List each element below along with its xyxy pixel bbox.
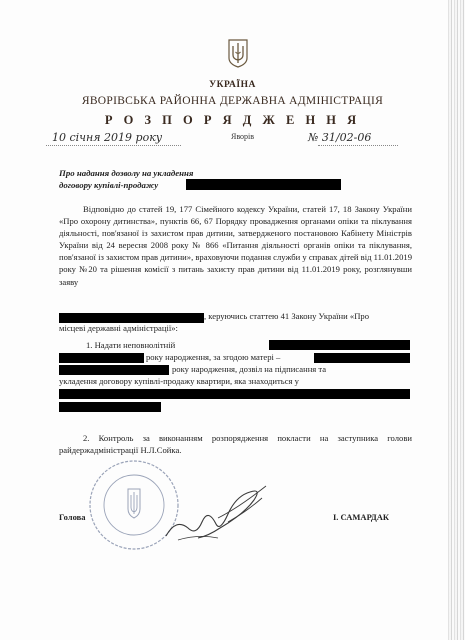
document-date: 10 січня 2019 року [52, 131, 163, 144]
item-1-line-4: укладення договору купівлі-продажу квартири, яка знаходиться у [59, 376, 299, 386]
number-underline [318, 145, 398, 146]
redaction-bar [186, 179, 341, 190]
redaction-bar [59, 313, 204, 323]
handwritten-signature [158, 478, 273, 548]
intro-paragraph-end-2: місцеві державні адміністрації»: [59, 323, 178, 333]
signatory-name: І. САМАРДАК [333, 512, 390, 522]
item-1-line-2: року народження, за згодою матері – [146, 352, 281, 362]
document-number: № 31/02-06 [308, 131, 372, 144]
subject-line-2: договору купівлі-продажу [59, 180, 159, 190]
redaction-bar [59, 402, 161, 412]
document-type-heading: Р О З П О Р Я Д Ж Е Н Н Я [104, 113, 361, 127]
item-1-line-3: року народження, дозвіл на підписання та [172, 364, 327, 374]
redaction-bar [269, 340, 410, 350]
trident-emblem-icon [227, 38, 249, 68]
item-2-paragraph: 2. Контроль за виконанням розпорядження покласти на заступника голови райдержадміністрації Н.Л.Сойка. [59, 433, 412, 456]
redaction-bar [59, 365, 169, 375]
intro-paragraph-end-1: , керуючись статтею 41 Закону України «Про [204, 311, 369, 321]
item-1-line-1: 1. Надати неповнолітній [86, 340, 176, 350]
document-place: Яворів [231, 132, 255, 141]
redaction-bar [59, 353, 144, 363]
subject-line-1: Про надання дозволу на укладення [59, 168, 194, 178]
administration-heading: ЯВОРІВСЬКА РАЙОННА ДЕРЖАВНА АДМІНІСТРАЦІЯ [81, 95, 384, 107]
intro-paragraph: Відповідно до статей 19, 177 Сімейного кодексу України, статей 17, 18 Закону України «Про охорону дитинства», пунктів 66, 67 Порядку провадження органами опіки та піклування діяльності, пов'язаної із захистом прав дитини, затвердженого постановою Кабінету Міністрів України від 24 вересня 2008 року № 866 «Питання діяльності органів опіки та піклування, пов'язаної із захистом прав дитини», враховуючи подання служби у справах дітей від 11.01.2019 року №20 та рішення комісії з питань захисту прав дитини від 11.01.2019 року, розглянувши заяву [59, 204, 412, 287]
redaction-bar [314, 353, 410, 363]
country-heading: УКРАЇНА [209, 80, 256, 90]
signatory-title: Голова [59, 512, 86, 522]
date-underline [46, 145, 181, 146]
redaction-bar [59, 389, 410, 399]
